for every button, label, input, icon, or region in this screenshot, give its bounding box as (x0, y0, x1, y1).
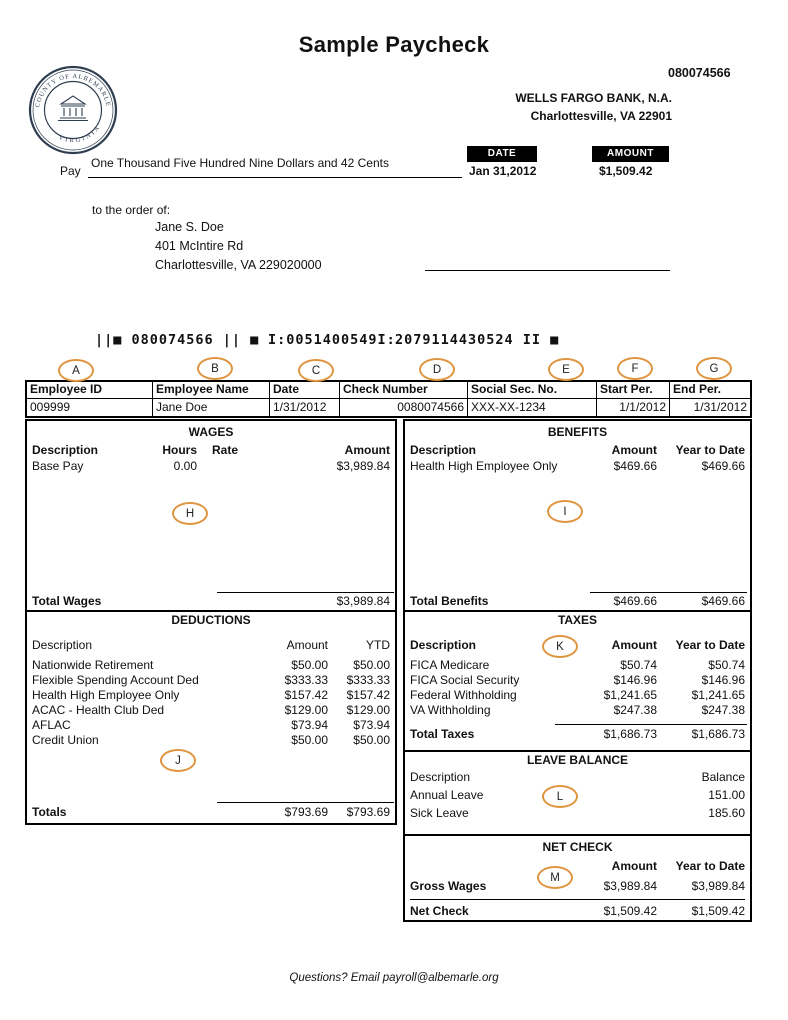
header-end-per: End Per. (673, 382, 722, 396)
footer-contact: Questions? Email payroll@albemarle.org (289, 972, 499, 984)
tax-row (405, 703, 750, 718)
callout-letter: K (556, 640, 564, 653)
deduction-amount: $129.00 (284, 703, 328, 717)
total-benefits-ytd: $469.66 (701, 594, 745, 608)
deduction-row (27, 688, 395, 703)
callout-letter: A (72, 364, 80, 377)
netcheck-header-row (405, 859, 750, 874)
check-number-top: 080074566 (668, 66, 731, 80)
wage-hours: 0.00 (173, 459, 197, 473)
total-taxes-amount: $1,686.73 (603, 727, 657, 741)
callout-letter: B (211, 362, 219, 375)
netcheck-rule (410, 899, 745, 900)
benefits-section-title: BENEFITS (547, 425, 608, 439)
micr-account: I:0051400549I: (268, 332, 396, 348)
leave-section-title: LEAVE BALANCE (526, 753, 629, 767)
deduction-description: Health High Employee Only (32, 688, 180, 702)
value-start-per: 1/1/2012 (597, 399, 670, 416)
wage-amount: $3,989.84 (336, 459, 390, 473)
payee-city: Charlottesville, VA 229020000 (155, 258, 322, 272)
payee-street: 401 McIntire Rd (155, 239, 244, 253)
callout-letter: L (556, 790, 564, 803)
wages-section-title: WAGES (188, 425, 234, 439)
county-seal (27, 64, 119, 159)
deductions-header-amount: Amount (286, 638, 328, 652)
total-benefits-rule (590, 592, 747, 593)
deductions-total-rule (217, 802, 394, 803)
taxes-header-description: Description (410, 638, 477, 652)
callout-letter: M (550, 871, 560, 884)
callout-i (547, 500, 583, 523)
wages-header-rate: Rate (212, 443, 239, 457)
deductions-header-description: Description (32, 638, 93, 652)
gross-wages-amount: $3,989.84 (603, 879, 657, 893)
netcheck-header-ytd: Year to Date (675, 859, 745, 873)
deduction-amount: $50.00 (291, 733, 328, 747)
leave-balance: 151.00 (708, 788, 745, 802)
header-employee-id: Employee ID (27, 382, 153, 398)
tax-ytd: $50.74 (708, 658, 745, 672)
value-employee-name: Jane Doe (153, 399, 270, 416)
wage-description: Base Pay (32, 459, 84, 473)
signature-line (425, 270, 670, 271)
wages-header-hours: Hours (162, 443, 197, 457)
leave-header-row (405, 770, 750, 785)
callout-letter: D (432, 363, 442, 376)
tax-description: VA Withholding (410, 703, 491, 717)
net-check-amount: $1,509.42 (603, 904, 657, 918)
deduction-description: Nationwide Retirement (32, 658, 154, 672)
callout-e (548, 358, 584, 381)
page-title: Sample Paycheck (298, 32, 490, 57)
deduction-row (27, 703, 395, 718)
deduction-ytd: $157.42 (346, 688, 390, 702)
deduction-amount: $157.42 (284, 688, 328, 702)
gross-wages-row (405, 879, 750, 894)
total-wages-amount: $3,989.84 (336, 594, 390, 608)
tax-description: FICA Social Security (410, 673, 520, 687)
benefits-header-row (405, 443, 750, 458)
callout-d (419, 358, 455, 381)
wages-header-row (27, 443, 395, 458)
tax-ytd: $1,241.65 (691, 688, 745, 702)
check-amount-value: $1,509.42 (599, 164, 653, 178)
pay-label: Pay (60, 164, 81, 178)
value-end-per: 1/31/2012 (693, 400, 747, 414)
deduction-amount: $333.33 (284, 673, 328, 687)
callout-h (172, 502, 208, 525)
header-date: Date (270, 382, 340, 398)
wages-deductions-divider (27, 610, 395, 612)
netcheck-section-title: NET CHECK (542, 840, 613, 854)
taxes-section-title: TAXES (557, 613, 598, 627)
deduction-description: Flexible Spending Account Ded (32, 673, 199, 687)
leave-netcheck-divider (405, 834, 750, 836)
deduction-row (27, 658, 395, 673)
tax-row (405, 688, 750, 703)
micr-check-number: 2079114430524 II ■ (395, 332, 560, 348)
leave-balance: 185.60 (708, 806, 745, 820)
total-benefits-row (405, 594, 750, 609)
deduction-ytd: $73.94 (353, 718, 390, 732)
tax-row (405, 673, 750, 688)
tax-amount: $50.74 (620, 658, 657, 672)
leave-header-balance: Balance (701, 770, 745, 784)
tax-amount: $146.96 (613, 673, 657, 687)
total-taxes-row (405, 727, 750, 742)
deductions-total-ytd: $793.69 (346, 805, 390, 819)
benefit-row (405, 459, 750, 474)
deduction-amount: $73.94 (291, 718, 328, 732)
callout-g (696, 357, 732, 380)
gross-wages-ytd: $3,989.84 (691, 879, 745, 893)
tax-description: Federal Withholding (410, 688, 517, 702)
wage-rate (197, 459, 257, 474)
total-taxes-ytd: $1,686.73 (691, 727, 745, 741)
amount-label-box: AMOUNT (592, 146, 669, 162)
svg-text:VIRGINIA (58, 123, 103, 144)
check-date-value: Jan 31,2012 (469, 164, 537, 178)
header-check-number: Check Number (340, 382, 468, 398)
callout-letter: F (631, 362, 639, 375)
tax-ytd: $247.38 (701, 703, 745, 717)
deductions-total-row (27, 805, 395, 820)
seal-bottom-text: VIRGINIA (57, 123, 103, 145)
bank-city: Charlottesville, VA 22901 (530, 109, 672, 123)
deduction-ytd: $129.00 (346, 703, 390, 717)
leave-header-description: Description (410, 770, 471, 784)
benefit-description: Health High Employee Only (410, 459, 558, 473)
callout-j (160, 749, 196, 772)
callout-f (617, 357, 653, 380)
deduction-description: Credit Union (32, 733, 99, 747)
taxes-header-ytd: Year to Date (675, 638, 745, 652)
callout-letter: I (563, 505, 567, 518)
deductions-header-ytd: YTD (366, 638, 390, 652)
total-taxes-label: Total Taxes (410, 727, 475, 741)
leave-description: Annual Leave (410, 788, 484, 802)
header-start-per: Start Per. (597, 382, 670, 398)
value-employee-id: 009999 (27, 399, 153, 416)
net-check-ytd: $1,509.42 (691, 904, 745, 918)
net-check-row (405, 904, 750, 919)
deduction-description: ACAC - Health Club Ded (32, 703, 165, 717)
benefits-header-amount: Amount (611, 443, 657, 457)
value-date: 1/31/2012 (270, 399, 340, 416)
employee-info-table (25, 380, 752, 418)
leave-row (405, 806, 750, 821)
micr-routing: ||■ 080074566 || ■ (95, 332, 260, 348)
employee-table-header-row (27, 382, 750, 399)
total-benefits-label: Total Benefits (410, 594, 489, 608)
deduction-description: AFLAC (32, 718, 71, 732)
leave-description: Sick Leave (410, 806, 469, 820)
tax-row (405, 658, 750, 673)
wages-row (27, 459, 395, 474)
callout-letter: H (185, 507, 195, 520)
payee-name: Jane S. Doe (155, 220, 224, 234)
bank-name: WELLS FARGO BANK, N.A. (515, 91, 672, 105)
tax-description: FICA Medicare (410, 658, 490, 672)
callout-letter: E (562, 363, 570, 376)
net-check-label: Net Check (410, 904, 469, 918)
deduction-row (27, 733, 395, 748)
callout-letter: C (311, 364, 321, 377)
gross-wages-label: Gross Wages (410, 879, 487, 893)
deduction-row (27, 673, 395, 688)
micr-line (0, 332, 788, 350)
county-seal-graphic (27, 64, 119, 156)
benefit-ytd: $469.66 (701, 459, 745, 473)
amount-in-words-line: One Thousand Five Hundred Nine Dollars and 42 Cents (88, 148, 462, 178)
callout-letter: G (709, 362, 719, 375)
header-employee-name: Employee Name (153, 382, 270, 398)
total-wages-rule (217, 592, 394, 593)
deductions-total-amount: $793.69 (284, 805, 328, 819)
deduction-row (27, 718, 395, 733)
benefits-header-ytd: Year to Date (675, 443, 745, 457)
deduction-ytd: $50.00 (353, 733, 390, 747)
deduction-ytd: $333.33 (346, 673, 390, 687)
deduction-amount: $50.00 (291, 658, 328, 672)
tax-amount: $247.38 (613, 703, 657, 717)
total-wages-label: Total Wages (32, 594, 102, 608)
netcheck-header-amount: Amount (611, 859, 657, 873)
callout-m (537, 866, 573, 889)
callout-letter: J (175, 754, 181, 767)
wages-deductions-box (25, 419, 397, 825)
employee-table-value-row (27, 399, 750, 416)
deductions-total-label: Totals (32, 805, 67, 819)
benefits-header-description: Description (410, 443, 477, 457)
date-label-box: DATE (467, 146, 537, 162)
callout-b (197, 357, 233, 380)
seal-top-text: COUNTY OF ALBEMARLE (34, 72, 112, 109)
total-benefits-amount: $469.66 (613, 594, 657, 608)
callout-k (542, 635, 578, 658)
tax-ytd: $146.96 (701, 673, 745, 687)
benefits-taxes-box (403, 419, 752, 922)
deductions-header-row (27, 638, 395, 653)
benefits-taxes-divider (405, 610, 750, 612)
total-wages-row (27, 594, 395, 609)
deductions-section-title: DEDUCTIONS (171, 613, 251, 627)
total-taxes-rule (555, 724, 747, 725)
taxes-leave-divider (405, 750, 750, 752)
benefit-amount: $469.66 (613, 459, 657, 473)
deduction-ytd: $50.00 (353, 658, 390, 672)
callout-c (298, 359, 334, 382)
wages-header-description: Description (32, 443, 99, 457)
header-social-sec-no: Social Sec. No. (468, 382, 597, 398)
seal-building-icon (58, 96, 88, 121)
callout-l (542, 785, 578, 808)
callout-a (58, 359, 94, 382)
to-the-order-of-label: to the order of: (92, 203, 171, 217)
taxes-header-amount: Amount (611, 638, 657, 652)
tax-amount: $1,241.65 (603, 688, 657, 702)
wages-header-amount: Amount (344, 443, 390, 457)
value-social-sec-no: XXX-XX-1234 (468, 399, 597, 416)
value-check-number: 0080074566 (340, 399, 468, 416)
